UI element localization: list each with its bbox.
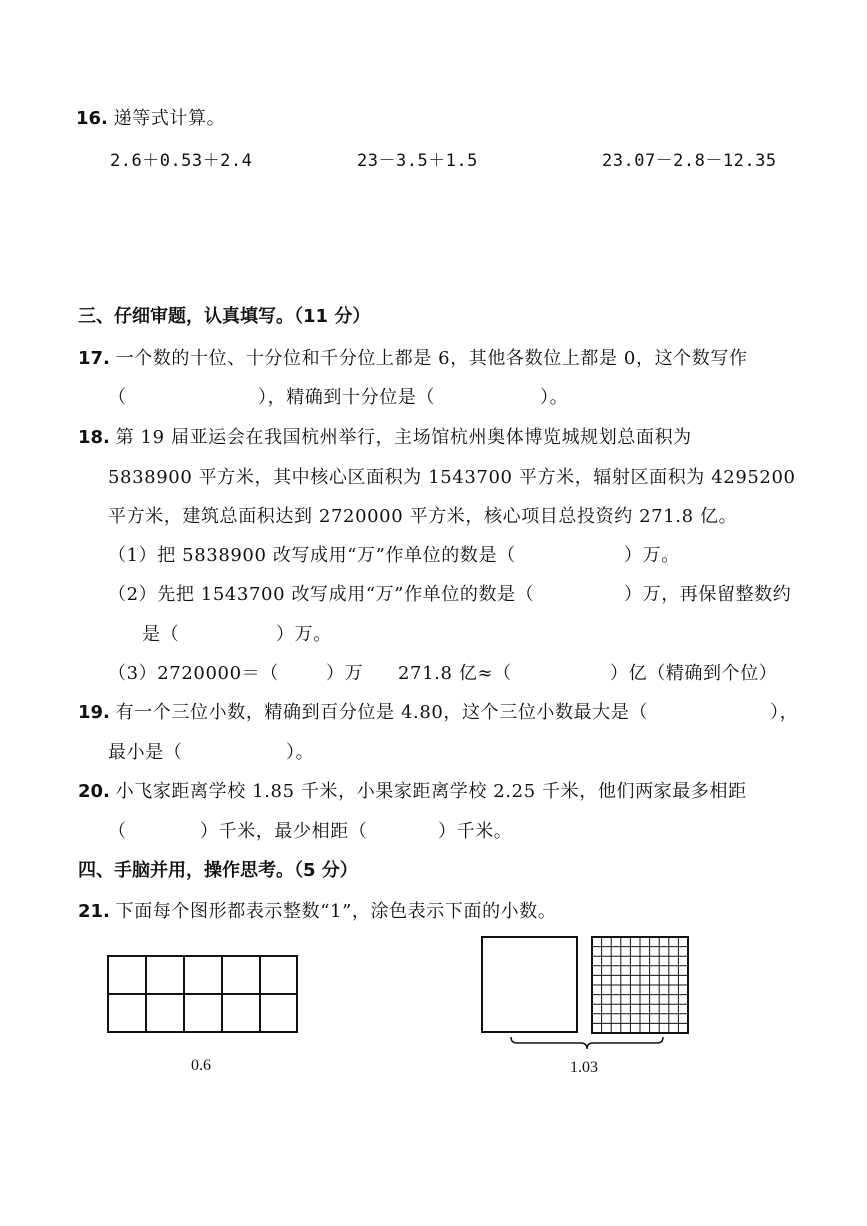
- q18-part2-d: ）万。: [276, 624, 332, 645]
- q17-text-2: ），精确到十分位是（: [258, 387, 435, 408]
- question-text: 下面每个图形都表示整数“1”，涂色表示下面的小数。: [115, 901, 557, 922]
- question-number: 16.: [76, 108, 108, 129]
- q20-line-2-b: ）千米，最少相距（: [200, 821, 368, 842]
- question-number: 20.: [78, 781, 110, 802]
- q18-part1-b: ）万。: [624, 545, 680, 566]
- q20-line-2-a: （: [108, 821, 127, 842]
- q20-line-2-c: ）千米。: [438, 821, 513, 842]
- label-right-decimal: 1.03: [570, 1059, 598, 1076]
- q16-expression-2: 23－3.5＋1.5: [357, 151, 478, 171]
- q18-part3-d: ）亿（精确到个位）: [610, 663, 778, 684]
- brace: [511, 1037, 663, 1049]
- whole-square[interactable]: [482, 937, 577, 1032]
- q18-part2-a: （2）先把 1543700 改写成用“万”作单位的数是（: [108, 584, 535, 605]
- question-number: 17.: [78, 348, 110, 369]
- question-text: 小飞家距离学校 1.85 千米，小果家距离学校 2.25 千米，他们两家最多相距: [115, 781, 747, 802]
- label-left-decimal: 0.6: [191, 1057, 211, 1074]
- question-number: 18.: [78, 427, 110, 448]
- tenths-grid[interactable]: [108, 956, 297, 1032]
- section-4-title: 四、手脑并用，操作思考。（5 分）: [78, 860, 358, 881]
- q16-expression-1: 2.6＋0.53＋2.4: [110, 151, 253, 171]
- question-number: 19.: [78, 702, 110, 723]
- q18-part2-c: 是（: [142, 624, 180, 645]
- question-text: 有一个三位小数，精确到百分位是 4.80，这个三位小数最大是（: [115, 702, 649, 723]
- q18-part3-c: 271.8 亿≈（: [398, 663, 512, 684]
- question-text: 一个数的十位、十分位和千分位上都是 6，其他各数位上都是 0，这个数写作: [115, 348, 748, 369]
- q19-line-1-end: ），: [770, 702, 799, 723]
- q18-part2-b: ）万，再保留整数约: [624, 584, 792, 605]
- q16-expression-3: 23.07－2.8－12.35: [602, 151, 777, 171]
- q17-text-3: ）。: [540, 387, 569, 408]
- q18-part1-a: （1）把 5838900 改写成用“万”作单位的数是（: [108, 545, 516, 566]
- q19-line-2-b: ）。: [286, 742, 315, 763]
- q18-line-3: 平方米，建筑总面积达到 2720000 平方米，核心项目总投资约 271.8 亿。: [108, 506, 738, 527]
- question-text: 第 19 届亚运会在我国杭州举行，主场馆杭州奥体博览城规划总面积为: [115, 427, 692, 448]
- q18-part3-b: ）万: [326, 663, 364, 684]
- q17-blank-open-1: （: [108, 387, 127, 408]
- q18-part3-a: （3）2720000＝（: [108, 663, 279, 684]
- q18-line-2: 5838900 平方米，其中核心区面积为 1543700 平方米，辐射区面积为 4295200: [108, 467, 796, 488]
- q19-line-2-a: 最小是（: [108, 742, 183, 763]
- section-3-title: 三、仔细审题，认真填写。（11 分）: [78, 306, 371, 327]
- question-number: 21.: [78, 901, 110, 922]
- question-text: 递等式计算。: [113, 108, 226, 129]
- hundredths-grid[interactable]: [592, 937, 688, 1033]
